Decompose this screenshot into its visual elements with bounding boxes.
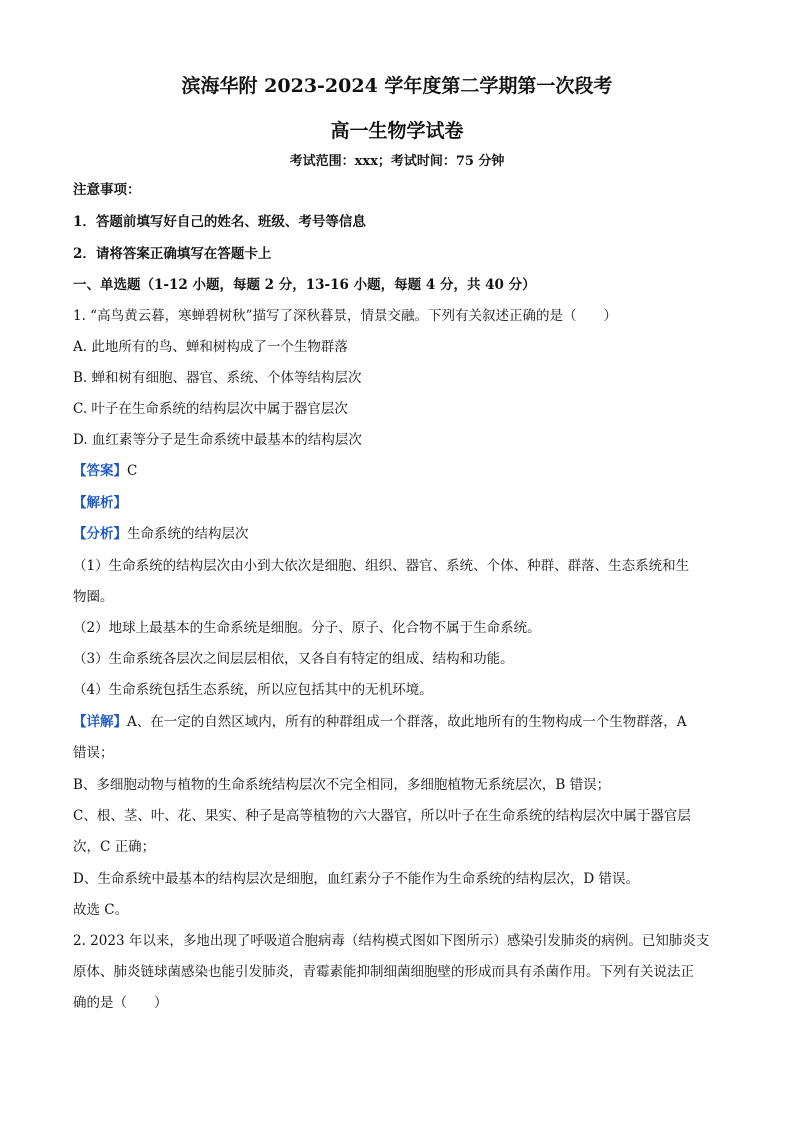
analysis-point: （1）生命系统的结构层次由小到大依次是细胞、组织、器官、系统、个体、种群、群落、生态系统和生 (73, 558, 690, 574)
analysis-point: （3）生命系统各层次之间层层相依，又各自有特定的组成、结构和功能。 (73, 651, 514, 667)
question-stem: 1. “高鸟黄云暮，寒蝉碧树秋”描写了深秋暮景，情景交融。下列有关叙述正确的是（ ） (73, 308, 617, 324)
analysis-point: 物圈。 (73, 589, 114, 605)
analysis-point: （2）地球上最基本的生命系统是细胞。分子、原子、化合物不属于生命系统。 (73, 620, 541, 636)
detail-line: B、多细胞动物与植物的生命系统结构层次不完全相同，多细胞植物无系统层次，B 错误； (73, 777, 611, 793)
detail-line: C、根、茎、叶、花、果实、种子是高等植物的六大器官，所以叶子在生命系统的结构层次中属于器官层 (73, 808, 691, 824)
answer-tag: 【答案】 (73, 463, 127, 479)
note-item: 1．答题前填写好自己的姓名、班级、考号等信息 (73, 214, 366, 230)
notes-heading: 注意事项： (73, 182, 141, 198)
detail-line: D、生命系统中最基本的结构层次是细胞，血红素分子不能作为生命系统的结构层次，D 错误。 (73, 871, 639, 887)
detail-line: 错误； (73, 745, 114, 761)
exam-subtitle: 高一生物学试卷 (330, 120, 464, 142)
exam-title: 滨海华附 2023-2024 学年度第二学期第一次段考 (181, 75, 613, 97)
detail-tag: 【详解】 (73, 714, 127, 730)
analysis-point: （4）生命系统包括生态系统，所以应包括其中的无机环境。 (73, 682, 433, 698)
section-heading: 一、单选题（1-12 小题，每题 2 分，13-16 小题，每题 4 分，共 40 分） (73, 277, 536, 293)
analysis-sub-text: 生命系统的结构层次 (127, 526, 249, 542)
question-stem: 确的是（ ） (73, 995, 168, 1011)
analysis-sub-line (73, 525, 723, 543)
note-item: 2．请将答案正确填写在答题卡上 (73, 246, 272, 262)
answer-value: C (127, 463, 138, 479)
option-d: D. 血红素等分子是生命系统中最基本的结构层次 (73, 432, 362, 448)
analysis-line (73, 494, 723, 512)
analysis-tag: 【解析】 (73, 495, 127, 511)
answer-line (73, 462, 723, 480)
option-c: C. 叶子在生命系统的结构层次中属于器官层次 (73, 401, 348, 417)
question-stem: 2. 2023 年以来，多地出现了呼吸道合胞病毒（结构模式图如下图所示）感染引发肺炎的病例。已知肺炎支 (73, 933, 710, 949)
detail-text: A、在一定的自然区域内，所有的种群组成一个群落，故此地所有的生物构成一个生物群落，A (127, 714, 687, 730)
option-a: A. 此地所有的鸟、蝉和树构成了一个生物群落 (73, 339, 348, 355)
option-b: B. 蝉和树有细胞、器官、系统、个体等结构层次 (73, 370, 362, 386)
conclusion-line: 故选 C。 (73, 902, 129, 918)
exam-info: 考试范围：xxx；考试时间：75 分钟 (289, 154, 505, 169)
detail-line: 次，C 正确； (73, 839, 156, 855)
analysis-sub-tag: 【分析】 (73, 526, 127, 542)
question-stem: 原体、肺炎链球菌感染也能引发肺炎，青霉素能抑制细菌细胞壁的形成而具有杀菌作用。下列有关说法正 (73, 964, 694, 980)
detail-line (73, 713, 723, 731)
